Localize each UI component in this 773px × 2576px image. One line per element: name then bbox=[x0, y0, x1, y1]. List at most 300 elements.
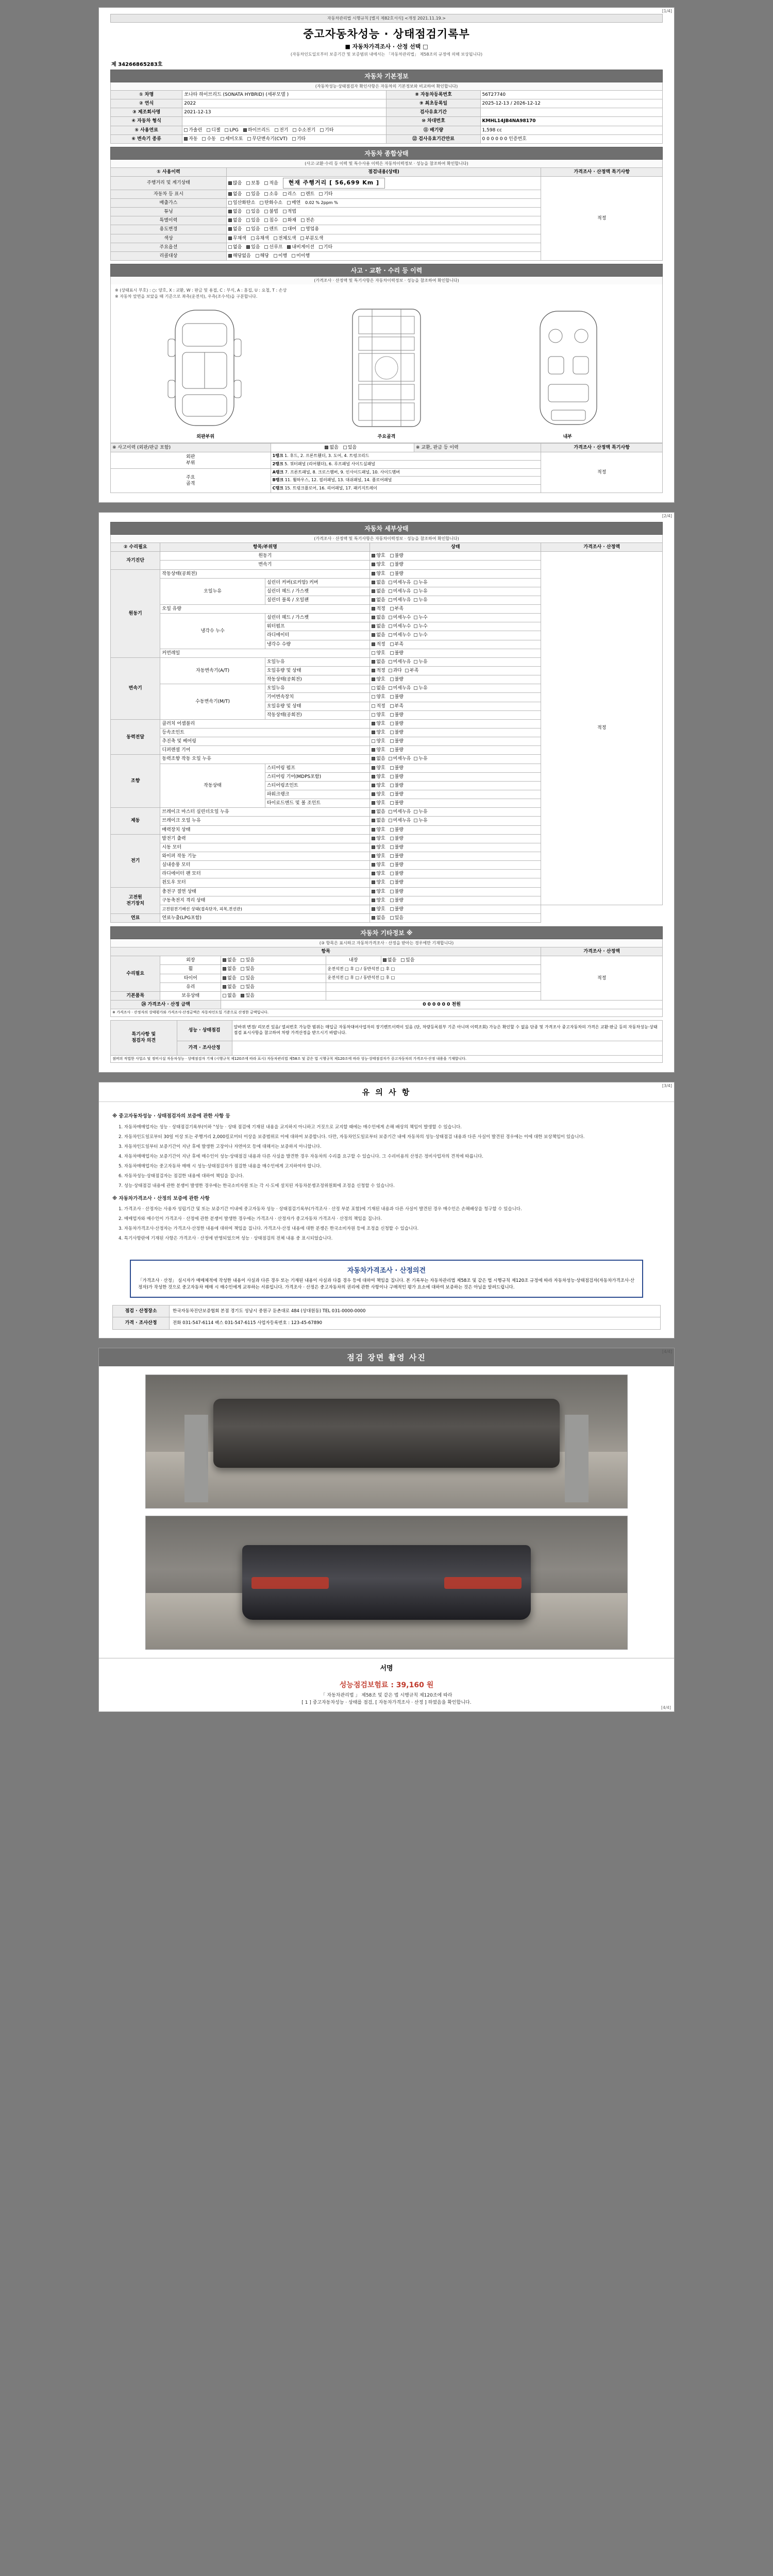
subitem-at-oil-leak: 오일누유 bbox=[265, 657, 369, 666]
status-opt-minor-leak[interactable]: 미세누유 bbox=[389, 809, 411, 815]
status-opt-bad[interactable]: 불량 bbox=[390, 783, 404, 789]
status-opt-none[interactable]: 없음 bbox=[372, 809, 385, 815]
status-opt-none[interactable]: 없음 bbox=[372, 659, 385, 665]
car-name-value: 쏘나타 하이브리드 (SONATA HYBRID) (세부모델 ) bbox=[182, 91, 386, 99]
status-opt-bad[interactable]: 불량 bbox=[390, 774, 404, 780]
status-coolant-level bbox=[370, 640, 541, 649]
color-opt-achromatic[interactable]: 무채색 bbox=[228, 235, 246, 242]
notice-title: 유 의 사 항 bbox=[99, 1082, 674, 1102]
current-mileage-value: 현재 주행거리 [ 56,699 Km ] bbox=[283, 178, 385, 189]
status-opt-bad[interactable]: 불량 bbox=[390, 765, 404, 771]
car-interior-diagram bbox=[519, 303, 617, 432]
row-value-emission bbox=[226, 198, 541, 207]
status-opt-good[interactable]: 양호 bbox=[372, 562, 385, 568]
accident-price-header: 가격조사 · 산정액 특기사항 bbox=[541, 443, 663, 452]
fuel-label: ⑤ 사용연료 bbox=[111, 126, 182, 134]
fuel-opt-lpg[interactable]: LPG bbox=[225, 127, 238, 133]
status-opt-bad[interactable]: 불량 bbox=[390, 676, 404, 683]
subitem-steering-pump: 스티어링 펌프 bbox=[265, 764, 369, 772]
status-opt-none[interactable]: 없음 bbox=[372, 915, 385, 921]
mileage-opt-normal[interactable]: 보통 bbox=[246, 180, 260, 187]
status-opt-good[interactable]: 양호 bbox=[372, 676, 385, 683]
status-opt-minor-leak[interactable]: 미세누유 bbox=[389, 818, 411, 824]
wheel-opt-none[interactable]: 없음 bbox=[223, 966, 236, 972]
recall-opt-notdone[interactable]: 미이행 bbox=[292, 253, 310, 259]
glass-opt-none[interactable]: 없음 bbox=[223, 984, 236, 990]
status-opt-bad[interactable]: 불량 bbox=[390, 738, 404, 744]
transmission-options bbox=[182, 134, 386, 143]
subitem-gear-shift: 기어변속장치 bbox=[265, 693, 369, 702]
status-opt-good[interactable]: 양호 bbox=[372, 747, 385, 753]
emission-values: 0.02 % 2ppm % bbox=[305, 200, 338, 205]
detail-col-item: 항목/부위명 bbox=[160, 543, 370, 552]
ownership-opt-rent[interactable]: 렌트 bbox=[301, 191, 314, 197]
status-opt-bad[interactable]: 불량 bbox=[390, 694, 404, 700]
document-id: 제 34266865283호 bbox=[111, 62, 163, 67]
status-opt-none[interactable]: 없음 bbox=[372, 615, 385, 621]
accident-opt-yes[interactable]: 있음 bbox=[343, 445, 357, 451]
section-other-header: 자동차 기타정보 ※ bbox=[110, 926, 663, 939]
color-opt-partpaint[interactable]: 부분도색 bbox=[300, 235, 323, 242]
row-value-special-history bbox=[226, 216, 541, 225]
status-opt-bad[interactable]: 불량 bbox=[390, 862, 404, 868]
status-opt-yes[interactable]: 있음 bbox=[390, 915, 404, 921]
status-opt-minor-leak[interactable]: 미세누유 bbox=[389, 756, 411, 762]
photo-taillight-left bbox=[251, 1577, 328, 1589]
photo-stack bbox=[99, 1366, 674, 1658]
subitem-mt-oil-state: 오일유량 및 상태 bbox=[265, 702, 369, 710]
page-corner-tag-bottom: [4/4] bbox=[661, 1705, 671, 1710]
accident-opt-none[interactable]: 없음 bbox=[325, 445, 338, 451]
status-opt-bad[interactable]: 불량 bbox=[390, 800, 404, 806]
item-basic-holding: 보유상태 bbox=[160, 991, 221, 1000]
emission-co: 일산화탄소 bbox=[228, 200, 255, 206]
status-opt-good[interactable]: 양호 bbox=[372, 871, 385, 877]
tuning-opt-yes[interactable]: 있음 bbox=[246, 209, 260, 215]
status-opt-low[interactable]: 부족 bbox=[390, 703, 404, 709]
plate-value: 56T27740 bbox=[480, 91, 662, 99]
tuning-opt-legal[interactable]: 적법 bbox=[283, 209, 296, 215]
notice-item: 2. 자동차인도일로부터 30일 이상 또는 주행거리 2,000킬로미터 이상을 보증범위로 이에 대하여 보증합니다. 다만, 자동차인도일로부터 보증기간 내에 자동차의 성능·상태점검 내용과 다른 사실이 발견된 경우에는 이에 대한 보상책임이 있습니다. bbox=[119, 1134, 585, 1140]
status-opt-minor-leak[interactable]: 미세누유 bbox=[389, 685, 411, 691]
group-fuel: 연료 bbox=[111, 913, 160, 922]
tire-detail: 운전석전 □ 후 □ / 동반석전 □ 후 □ bbox=[326, 974, 541, 982]
group-steering: 조향 bbox=[111, 755, 160, 808]
trans-opt-cvt[interactable]: 무단변속기(CVT) bbox=[247, 136, 287, 142]
item-coolant-leak: 냉각수 누수 bbox=[160, 614, 265, 649]
status-opt-adequate[interactable]: 적정 bbox=[372, 606, 385, 612]
fuel-opt-diesel[interactable]: 디젤 bbox=[207, 127, 220, 133]
status-opt-none[interactable]: 없음 bbox=[372, 685, 385, 691]
status-opt-good[interactable]: 양호 bbox=[372, 800, 385, 806]
status-opt-none[interactable]: 없음 bbox=[372, 818, 385, 824]
interior-opt-yes[interactable]: 있음 bbox=[401, 957, 414, 963]
exterior-opt-none[interactable]: 없음 bbox=[223, 957, 236, 963]
status-opt-leak[interactable]: 누수 bbox=[414, 632, 427, 638]
document-title: 중고자동차성능 · 상태점검기록부 bbox=[303, 28, 470, 40]
ownership-opt-lease[interactable]: 리스 bbox=[283, 191, 296, 197]
car-diagram-captions bbox=[115, 433, 658, 442]
status-opt-leak[interactable]: 누유 bbox=[414, 597, 427, 603]
ownership-opt-own[interactable]: 소유 bbox=[264, 191, 278, 197]
row-label-mileage: 주행거리 및 계기상태 bbox=[111, 176, 227, 190]
trans-opt-semiauto[interactable]: 세미오토 bbox=[221, 136, 243, 142]
detail-state-table bbox=[110, 543, 663, 923]
group-braking: 제동 bbox=[111, 808, 160, 834]
option-opt-other[interactable]: 기타 bbox=[319, 244, 332, 250]
item-exterior: 외장 bbox=[160, 956, 221, 965]
status-opt-minor-leak[interactable]: 미세누유 bbox=[389, 597, 411, 603]
tire-opt-yes[interactable]: 있음 bbox=[241, 975, 254, 981]
status-glass bbox=[221, 982, 326, 991]
status-opt-leak[interactable]: 누유 bbox=[414, 818, 427, 824]
item-interior: 내장 bbox=[326, 956, 381, 965]
tuning-opt-none[interactable]: 없음 bbox=[228, 209, 242, 215]
car-diagrams bbox=[115, 300, 658, 433]
option-opt-sunroof[interactable]: 선루프 bbox=[264, 244, 282, 250]
emission-smoke: 매연 bbox=[287, 200, 300, 206]
special-opt-yes[interactable]: 있음 bbox=[246, 217, 260, 224]
notice-item-2: 4. 특기사항란에 기재된 사항은 가격조사 · 산정에 반영되었으며 성능 · 상태점검의 전체 내용 중 표시되었습니다. bbox=[119, 1236, 333, 1242]
mileage-opt-high[interactable]: 많음 bbox=[228, 180, 242, 187]
status-opt-excess[interactable]: 과다 bbox=[389, 668, 402, 674]
photo-rear-view bbox=[145, 1516, 628, 1650]
status-opt-bad[interactable]: 불량 bbox=[390, 906, 404, 912]
status-opt-minor-leak[interactable]: 미세누유 bbox=[389, 659, 411, 665]
photo-undercarriage bbox=[145, 1375, 628, 1509]
status-opt-good[interactable]: 양호 bbox=[372, 862, 385, 868]
status-mt-oil-leak bbox=[370, 684, 541, 693]
special-opt-flood[interactable]: 침수 bbox=[264, 217, 278, 224]
fuel-opt-ev[interactable]: 전기 bbox=[275, 127, 288, 133]
exchange-history-label: ※ 교환, 판금 등 이력 bbox=[414, 443, 541, 452]
fuel-opt-hybrid[interactable]: 하이브리드 bbox=[243, 127, 270, 133]
item-charging-port-insulation: 충전구 절연 상태 bbox=[160, 887, 370, 896]
status-opt-bad[interactable]: 불량 bbox=[390, 712, 404, 718]
status-head-gasket bbox=[370, 614, 541, 622]
status-opt-low[interactable]: 부족 bbox=[390, 641, 404, 648]
wheel-opt-yes[interactable]: 있음 bbox=[241, 966, 254, 972]
status-opt-none[interactable]: 없음 bbox=[372, 632, 385, 638]
wheel-detail: 운전석전 □ 후 □ / 동반석전 □ 후 □ bbox=[326, 965, 541, 974]
item-cv-joint: 등속조인트 bbox=[160, 728, 370, 737]
item-auto-transmission: 자동변속기(A/T) bbox=[160, 657, 265, 684]
status-opt-bad[interactable]: 불량 bbox=[390, 844, 404, 851]
recall-opt-applicable[interactable]: 해당 bbox=[256, 253, 269, 259]
detail-col-price: 가격조사 · 산정액 bbox=[541, 543, 663, 552]
status-opt-leak[interactable]: 누유 bbox=[414, 659, 427, 665]
tire-opt-none[interactable]: 없음 bbox=[223, 975, 236, 981]
detail-col-status: 상태 bbox=[370, 543, 541, 552]
item-wiper-function: 와이퍼 작동 기능 bbox=[160, 852, 370, 861]
status-rocker-cover bbox=[370, 578, 541, 587]
color-opt-fullpaint[interactable]: 전체도색 bbox=[274, 235, 296, 242]
group-high-voltage: 고전원 전기장치 bbox=[111, 887, 160, 913]
ownership-opt-none[interactable]: 없음 bbox=[228, 191, 242, 197]
subitem-cylinder-block: 실린더 블록 / 오일팬 bbox=[265, 596, 369, 604]
car-frame-diagram bbox=[335, 303, 438, 432]
special-opt-none[interactable]: 없음 bbox=[228, 217, 242, 224]
item-common-rail: 커먼레일 bbox=[160, 649, 370, 657]
status-cv-joint bbox=[370, 728, 541, 737]
section-overall-note: (사고·교환·수리 등 이력 및 특수사용 이력은 자동차이력정보 · 성능을 참조하여 확인합니다) bbox=[110, 160, 663, 167]
address-label-2: 가격 · 조사산정 bbox=[113, 1317, 170, 1329]
status-mt-idle bbox=[370, 710, 541, 719]
item-booster-state: 배력장치 상태 bbox=[160, 825, 370, 834]
status-opt-bad[interactable]: 불량 bbox=[390, 791, 404, 798]
status-fuel-leak bbox=[370, 913, 541, 922]
status-clutch-assembly bbox=[370, 719, 541, 728]
table-row bbox=[111, 1020, 663, 1041]
inspection-validity-value: 2025-12-13 / 2026-12-12 bbox=[480, 99, 662, 108]
usage-opt-business[interactable]: 영업용 bbox=[301, 226, 319, 232]
status-opt-minor-leak[interactable]: 미세누유 bbox=[389, 588, 411, 595]
status-opt-bad[interactable]: 불량 bbox=[390, 562, 404, 568]
status-opt-minor-leak[interactable]: 미세누유 bbox=[389, 580, 411, 586]
status-opt-leak[interactable]: 누유 bbox=[414, 756, 427, 762]
ownership-opt-yes[interactable]: 있음 bbox=[246, 191, 260, 197]
item-engine-diag: 원동기 bbox=[160, 552, 370, 561]
panel-rank-c: C랭크 15. 트렁크플로어, 16. 리어패널, 17. 패키지트레이 bbox=[271, 485, 541, 493]
status-opt-leak[interactable]: 누수 bbox=[414, 623, 427, 630]
subitem-mt-idle: 작동상태(공회전) bbox=[265, 710, 369, 719]
total-price-label: ㉔ 가격조사 · 산정 금액 bbox=[111, 1000, 221, 1009]
photo-taillight-right bbox=[444, 1577, 521, 1589]
footer-note-line1: 「 자동차관리법 」 제58조 및 같은 법 시행규칙 제120조에 따라 bbox=[321, 1692, 452, 1698]
page-3 bbox=[98, 1082, 675, 1338]
subitem-steering-gear: 스티어링 기어(MDPS포함) bbox=[265, 772, 369, 781]
interior-opt-none[interactable]: 없음 bbox=[383, 957, 396, 963]
status-opt-none[interactable]: 없음 bbox=[372, 623, 385, 630]
status-opt-bad[interactable]: 불량 bbox=[390, 889, 404, 895]
status-at-oil-state bbox=[370, 667, 541, 675]
item-idle-state: 작동상태(공회전) bbox=[160, 569, 370, 578]
status-opt-leak[interactable]: 누유 bbox=[414, 588, 427, 595]
year-label: ② 연식 bbox=[111, 99, 182, 108]
notice-item: 6. 자동차성능·상태점검자는 점검한 내용에 대하여 책임을 집니다. bbox=[119, 1173, 244, 1179]
basic-opt-yes[interactable]: 있음 bbox=[241, 993, 254, 999]
row-label-color: 색상 bbox=[111, 234, 227, 243]
status-opt-bad[interactable]: 불량 bbox=[390, 747, 404, 753]
status-opt-adequate[interactable]: 적정 bbox=[372, 668, 385, 674]
section-accident-header: 사고 · 교환 · 수리 등 이력 bbox=[110, 264, 663, 277]
status-opt-good[interactable]: 양호 bbox=[372, 906, 385, 912]
status-opt-bad[interactable]: 불량 bbox=[390, 897, 404, 904]
damage-diagram-box bbox=[110, 284, 663, 443]
status-opt-good[interactable]: 양호 bbox=[372, 650, 385, 656]
item-hv-wiring: 고전원전기배선 상태(접속단자, 피복,전선관) bbox=[160, 905, 370, 913]
fuel-opt-gasoline[interactable]: 가솔린 bbox=[184, 127, 202, 133]
status-opt-leak[interactable]: 누유 bbox=[414, 580, 427, 586]
status-opt-bad[interactable]: 불량 bbox=[390, 871, 404, 877]
status-opt-minor-leak[interactable]: 미세누수 bbox=[389, 615, 411, 621]
overall-price-opinion: 적정 bbox=[541, 176, 663, 260]
cert-number-label: ⑫ 검사유효기간만료 bbox=[386, 134, 480, 143]
detail-col-repair: ② 수리필요 bbox=[111, 543, 160, 552]
photo-lift-right bbox=[565, 1415, 589, 1502]
status-hv-wiring bbox=[370, 905, 541, 913]
status-opt-good[interactable]: 양호 bbox=[372, 853, 385, 859]
inspection-fee: 성능점검보험료 : 39,160 원 bbox=[339, 1681, 434, 1689]
item-alternator-output: 발전기 출력 bbox=[160, 834, 370, 843]
tuning-opt-illegal[interactable]: 불법 bbox=[264, 209, 278, 215]
subitem-coolant-level: 냉각수 수량 bbox=[265, 640, 369, 649]
status-idle-state bbox=[370, 569, 541, 578]
ownership-opt-other[interactable]: 기타 bbox=[319, 191, 332, 197]
status-opt-none[interactable]: 없음 bbox=[372, 580, 385, 586]
table-row bbox=[111, 108, 663, 117]
status-opt-good[interactable]: 양호 bbox=[372, 721, 385, 727]
subitem-head-gasket: 실린더 헤드 / 가스켓 bbox=[265, 614, 369, 622]
status-opt-none[interactable]: 없음 bbox=[372, 597, 385, 603]
status-starter-motor bbox=[370, 843, 541, 852]
usage-opt-rent[interactable]: 렌트 bbox=[264, 226, 278, 232]
item-oil-leak: 오일누유 bbox=[160, 578, 265, 604]
basic-opt-none[interactable]: 없음 bbox=[223, 993, 236, 999]
notice-body bbox=[99, 1102, 674, 1253]
recall-opt-na[interactable]: 해당없음 bbox=[228, 253, 251, 259]
trans-opt-manual[interactable]: 수동 bbox=[202, 136, 215, 142]
panel-rank-a: A랭크 7. 프론트패널, 8. 크로스멤버, 9. 인사이드패널, 10. 사이드멤버 bbox=[271, 468, 541, 477]
status-opt-bad[interactable]: 불량 bbox=[390, 553, 404, 559]
status-opt-good[interactable]: 양호 bbox=[372, 765, 385, 771]
status-brake-oil-leak bbox=[370, 817, 541, 825]
option-opt-yes[interactable]: 있음 bbox=[246, 244, 260, 250]
status-opt-good[interactable]: 양호 bbox=[372, 836, 385, 842]
other-col-item: 항목 bbox=[111, 947, 541, 956]
usage-opt-none[interactable]: 없음 bbox=[228, 226, 242, 232]
document-subtitle: ■ 자동차가격조사 · 산정 선택 □ bbox=[345, 43, 428, 50]
subitem-rocker-cover: 실린더 커버(로커암) 커버 bbox=[265, 578, 369, 587]
status-opt-good[interactable]: 양호 bbox=[372, 783, 385, 789]
photo-lift-left bbox=[184, 1415, 209, 1502]
status-opt-bad[interactable]: 불량 bbox=[390, 853, 404, 859]
status-opt-good[interactable]: 양호 bbox=[372, 774, 385, 780]
exterior-opt-yes[interactable]: 있음 bbox=[241, 957, 254, 963]
total-price-value: 0 0 0 0 0 0 천원 bbox=[221, 1000, 663, 1009]
item-battery-isolation: 구동축전지 격리 상태 bbox=[160, 896, 370, 905]
remarks-row2-text bbox=[232, 1041, 662, 1055]
fuel-opt-other[interactable]: 기타 bbox=[320, 127, 333, 133]
displacement-label: ⑪ 배기량 bbox=[386, 126, 480, 134]
notice-item: 7. 성능·상태점검 내용에 관한 분쟁이 발생한 경우에는 한국소비자원 또는 각 시·도에 설치된 자동차분쟁조정위원회에 조정을 신청할 수 있습니다. bbox=[119, 1183, 395, 1189]
status-opt-good[interactable]: 양호 bbox=[372, 730, 385, 736]
declaration-text: 「가격조사 · 산정」 실시자가 매매체적에 작성한 내용이 사실과 다른 경우 또는 기재된 내용이 사실과 다를 경우 등에 대하여 책임을 집니다. 본 기록부는 자동차관리법 제58조 및 같은 법 시행규칙 제120조 규정에 따라 자동차성능·상태점검자(자동차가격조사·산정자)가 작성한 것으로 중고자동차 매매 시 매수인에게 교부하는 서류입니다. 가격조사 · 산정은 중고자동차의 권리에 관한 사항이나 구매적인 평가 요소에 대하여 보증하는 것은 아님을 알려드립니다. bbox=[138, 1278, 635, 1291]
status-opt-good[interactable]: 양호 bbox=[372, 827, 385, 833]
status-opt-minor-leak[interactable]: 미세누수 bbox=[389, 623, 411, 630]
status-opt-bad[interactable]: 불량 bbox=[390, 730, 404, 736]
notice-item-2: 2. 매매업자와 매수인이 가격조사 · 산정에 관한 분쟁이 발생한 경우에는 가격조사 · 산정자가 중고자동차 가격조사 · 산정의 책임을 집니다. bbox=[119, 1216, 382, 1222]
usage-opt-lease[interactable]: 대여 bbox=[283, 226, 296, 232]
other-col-price: 가격조사 · 산정액 bbox=[541, 947, 663, 956]
status-at-oil-leak bbox=[370, 657, 541, 666]
table-row bbox=[111, 956, 663, 965]
status-opt-good[interactable]: 양호 bbox=[372, 897, 385, 904]
mileage-opt-low[interactable]: 적음 bbox=[264, 180, 278, 187]
table-header-row bbox=[111, 167, 663, 176]
status-opt-good[interactable]: 양호 bbox=[372, 694, 385, 700]
status-opt-bad[interactable]: 불량 bbox=[390, 571, 404, 577]
overall-col-price: 가격조사 · 산정액 특기사항 bbox=[541, 167, 663, 176]
status-opt-bad[interactable]: 불량 bbox=[390, 721, 404, 727]
fuel-opt-hydrogen[interactable]: 수소전기 bbox=[293, 127, 315, 133]
status-opt-good[interactable]: 양호 bbox=[372, 571, 385, 577]
option-opt-none[interactable]: 없음 bbox=[228, 244, 242, 250]
panel-group-frame: 주요 골격 bbox=[111, 468, 271, 493]
page-2 bbox=[98, 512, 675, 1073]
status-charging-port-insulation bbox=[370, 887, 541, 896]
trans-opt-auto[interactable]: 자동 bbox=[184, 136, 197, 142]
status-tire bbox=[221, 974, 326, 982]
plate-label: ⑧ 자동차등록번호 bbox=[386, 91, 480, 99]
status-opt-bad[interactable]: 불량 bbox=[390, 650, 404, 656]
status-opt-adequate[interactable]: 적정 bbox=[372, 703, 385, 709]
usage-opt-yes[interactable]: 있음 bbox=[246, 226, 260, 232]
status-opt-bad[interactable]: 불량 bbox=[390, 879, 404, 886]
status-opt-leak[interactable]: 누유 bbox=[414, 809, 427, 815]
caption-outer-panel: 외판부위 bbox=[196, 434, 215, 439]
first-reg-value bbox=[480, 108, 662, 117]
overall-col-usage: ① 사용이력 bbox=[111, 167, 227, 176]
status-opt-good[interactable]: 양호 bbox=[372, 889, 385, 895]
status-opt-none[interactable]: 없음 bbox=[372, 756, 385, 762]
status-opt-low[interactable]: 부족 bbox=[390, 606, 404, 612]
page-corner-tag-2: [2/4] bbox=[662, 514, 672, 519]
overall-col-detail: 점검내용(상태) bbox=[226, 167, 541, 176]
status-opt-adequate[interactable]: 적정 bbox=[372, 641, 385, 648]
status-opt-good[interactable]: 양호 bbox=[372, 738, 385, 744]
cert-number-value: 0 0 0 0 0 0 인증번호 bbox=[480, 134, 662, 143]
special-opt-fire[interactable]: 화재 bbox=[283, 217, 296, 224]
subitem-mt-oil-leak: 오일누유 bbox=[265, 684, 369, 693]
item-manual-transmission: 수동변속기(M/T) bbox=[160, 684, 265, 720]
status-opt-good[interactable]: 양호 bbox=[372, 712, 385, 718]
table-header-row bbox=[111, 543, 663, 552]
group-repair-needed: 수리필요 bbox=[111, 956, 160, 992]
status-opt-good[interactable]: 양호 bbox=[372, 879, 385, 886]
row-label-options: 주요옵션 bbox=[111, 243, 227, 251]
remarks-label: 특기사항 및 점검자 의견 bbox=[111, 1020, 177, 1055]
status-opt-good[interactable]: 양호 bbox=[372, 553, 385, 559]
trans-opt-other[interactable]: 기타 bbox=[292, 136, 306, 142]
signature-row: 서명 bbox=[99, 1658, 674, 1676]
status-opt-good[interactable]: 양호 bbox=[372, 844, 385, 851]
remarks-table bbox=[110, 1020, 663, 1063]
color-opt-chromatic[interactable]: 유채색 bbox=[251, 235, 269, 242]
status-opt-leak[interactable]: 누유 bbox=[414, 685, 427, 691]
status-opt-bad[interactable]: 불량 bbox=[390, 827, 404, 833]
status-opt-leak[interactable]: 누수 bbox=[414, 615, 427, 621]
item-differential-gear: 디퍼렌셜 기어 bbox=[160, 746, 370, 755]
item-blower-motor: 실내송풍 모터 bbox=[160, 861, 370, 870]
diagram-note-1: ※ (상태표시 부호) : ○: 양호, X : 교환, W : 판금 및 용접, C : 부식, A : 흠집, U : 요철, T : 손상 bbox=[115, 287, 287, 293]
status-opt-good[interactable]: 양호 bbox=[372, 791, 385, 798]
status-opt-none[interactable]: 없음 bbox=[372, 588, 385, 595]
item-clutch-assembly: 클러치 어셈블리 bbox=[160, 719, 370, 728]
recall-opt-done[interactable]: 이행 bbox=[274, 253, 287, 259]
glass-opt-yes[interactable]: 있음 bbox=[241, 984, 254, 990]
notice-heading-1: ※ 중고자동차성능 · 상태점검자의 보증에 관한 사항 등 bbox=[112, 1113, 230, 1119]
status-opt-low[interactable]: 부족 bbox=[405, 668, 418, 674]
status-opt-minor-leak[interactable]: 미세누수 bbox=[389, 632, 411, 638]
option-opt-navigation[interactable]: 내비게이션 bbox=[287, 244, 314, 250]
panel-rank-2: 2랭크 5. 쿼터패널 (리어휀더), 6. 루프패널 사이드실패널 bbox=[271, 460, 541, 468]
special-opt-totalloss[interactable]: 전손 bbox=[301, 217, 314, 224]
item-tire: 타이어 bbox=[160, 974, 221, 982]
group-powertrain: 동력전달 bbox=[111, 719, 160, 755]
notice-item: 3. 자동차인도일부터 보증기간이 지난 후에 발생한 고장이나 자연마모 등에 대해서는 보증하지 아니합니다. bbox=[119, 1144, 322, 1149]
status-opt-bad[interactable]: 불량 bbox=[390, 836, 404, 842]
